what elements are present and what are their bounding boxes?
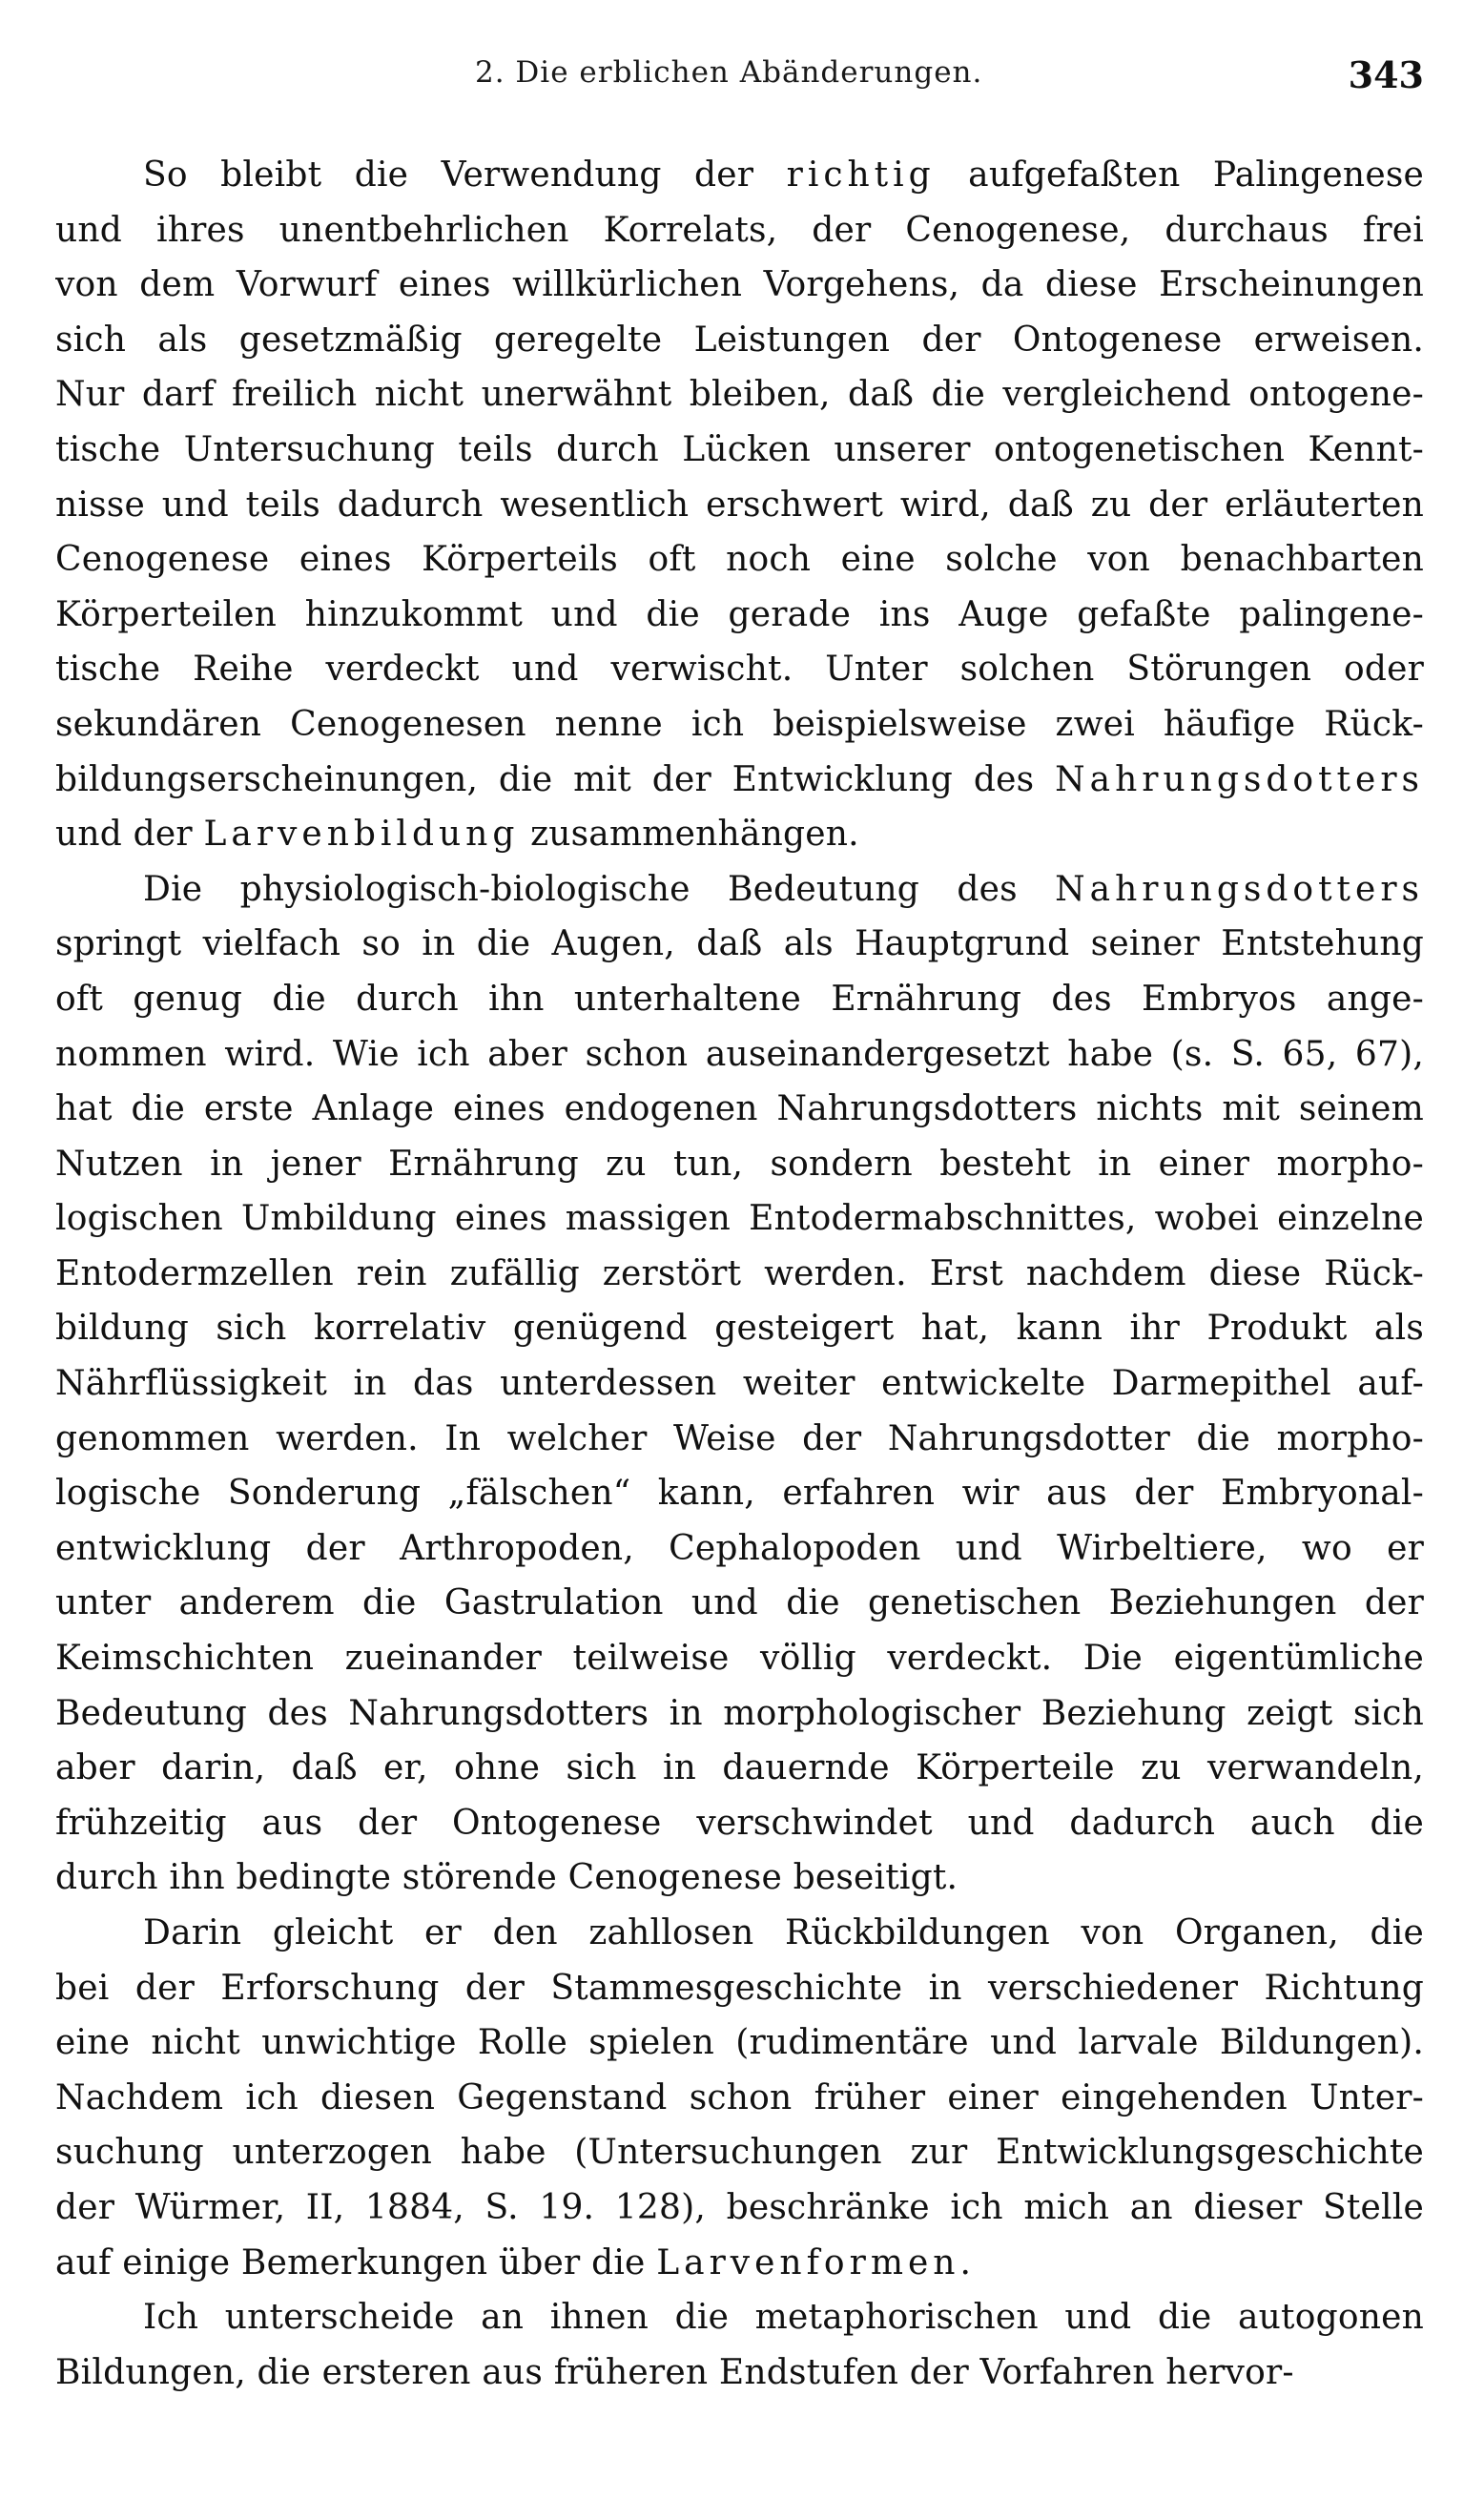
text-segment: aufgefaßten Palingenese (935, 155, 1424, 195)
text-line (55, 2236, 1424, 2291)
text-line (55, 2071, 1424, 2126)
paragraph (55, 148, 1424, 862)
text-line (55, 2125, 1424, 2180)
spaced-emphasis: Nahrungsdotters (1055, 869, 1424, 909)
text-segment: eine nicht unwichtige Rolle spielen (rudimentäre und larvale Bildungen). (55, 2023, 1424, 2063)
text-segment: bildungserscheinungen, die mit der Entwicklung des (55, 759, 1056, 799)
text-segment: Darin gleicht er den zahllosen Rückbildungen von Organen, die (143, 1913, 1424, 1952)
text-line (55, 148, 1424, 203)
text-segment: entwicklung der Arthropoden, Cephalopoden und Wirbeltiere, wo er (55, 1528, 1424, 1568)
text-segment: frühzeitig aus der Ontogenese verschwindet und dadurch auch die (55, 1803, 1424, 1843)
text-line (55, 1521, 1424, 1577)
text-segment: nisse und teils dadurch wesentlich erschwert wird, daß zu der erläuterten (55, 485, 1424, 525)
paragraph (55, 2290, 1424, 2400)
text-segment: logischen Umbildung eines massigen Entodermabschnittes, wobei einzelne (55, 1199, 1424, 1239)
text-line (55, 697, 1424, 753)
text-line (55, 642, 1424, 697)
text-line (55, 972, 1424, 1027)
text-line (55, 1412, 1424, 1467)
text-segment: genommen werden. In welcher Weise der Nahrungsdotter die morpho- (55, 1418, 1424, 1458)
text-segment: tische Reihe verdeckt und verwischt. Unter solchen Störungen oder (55, 650, 1424, 690)
text-line (55, 478, 1424, 533)
text-line (55, 1796, 1424, 1851)
text-segment: bei der Erforschung der Stammesgeschichte in verschiedener Richtung (55, 1968, 1424, 2008)
text-segment: Nutzen in jener Ernährung zu tun, sondern besteht in einer morpho- (55, 1144, 1424, 1184)
text-segment: Cenogenese eines Körperteils oft noch eine solche von benachbarten (55, 540, 1424, 580)
text-line (55, 2015, 1424, 2071)
paragraph (55, 1906, 1424, 2290)
text-segment: von dem Vorwurf eines willkürlichen Vorgehens, da diese Erscheinungen (55, 265, 1424, 305)
text-line (55, 753, 1424, 808)
text-segment: unter anderem die Gastrulation und die genetischen Beziehungen der (55, 1583, 1424, 1623)
text-segment: und ihres unentbehrlichen Korrelats, der Cenogenese, durchaus frei (55, 210, 1424, 250)
text-segment: springt vielfach so in die Augen, daß als Hauptgrund seiner Entstehung (55, 924, 1424, 964)
text-line (55, 1961, 1424, 2016)
text-line (55, 203, 1424, 258)
text-line (55, 1576, 1424, 1631)
text-line (55, 258, 1424, 313)
text-line (55, 2290, 1424, 2345)
text-line (55, 917, 1424, 972)
text-segment: Keimschichten zueinander teilweise völlig verdeckt. Die eigentümliche (55, 1639, 1424, 1679)
spaced-emphasis: Larvenbildung (203, 815, 520, 855)
text-line (55, 2345, 1424, 2401)
text-segment: So bleibt die Verwendung der (143, 155, 787, 195)
body-text (55, 148, 1424, 2400)
text-segment: Nährflüssigkeit in das unterdessen weiter entwickelte Darmepithel auf- (55, 1364, 1424, 1404)
text-line (55, 423, 1424, 478)
text-segment: Ich unterscheide an ihnen die metaphorischen und die autogonen (143, 2298, 1424, 2338)
text-line (55, 2180, 1424, 2236)
spaced-emphasis: Nahrungsdotters (1055, 759, 1424, 799)
text-line (55, 1906, 1424, 1961)
text-segment: suchung unterzogen habe (Untersuchungen zur Entwicklungsgeschichte (55, 2133, 1424, 2173)
text-line (55, 1466, 1424, 1521)
text-line (55, 862, 1424, 918)
text-segment: sekundären Cenogenesen nenne ich beispielsweise zwei häufige Rück- (55, 704, 1424, 744)
paragraph (55, 862, 1424, 1906)
text-segment: aber darin, daß er, ohne sich in dauernde Körperteile zu verwandeln, (55, 1748, 1424, 1788)
text-segment: sich als gesetzmäßig geregelte Leistungen der Ontogenese erweisen. (55, 320, 1424, 360)
text-line (55, 313, 1424, 368)
text-segment: hat die erste Anlage eines endogenen Nahrungsdotters nichts mit seinem (55, 1089, 1424, 1129)
page-number: 343 (1348, 53, 1424, 96)
text-line (55, 1191, 1424, 1247)
running-head (55, 55, 1424, 113)
text-segment: Nur darf freilich nicht unerwähnt bleiben, daß die vergleichend ontogene- (55, 375, 1424, 415)
text-segment: tische Untersuchung teils durch Lücken unserer ontogenetischen Kennt- (55, 429, 1424, 469)
text-segment: durch ihn bedingte störende Cenogenese beseitigt. (55, 1858, 958, 1898)
text-segment: auf einige Bemerkungen über die (55, 2242, 657, 2282)
text-segment: bildung sich korrelativ genügend gesteigert hat, kann ihr Produkt als (55, 1309, 1424, 1349)
text-segment: zusammenhängen. (519, 815, 859, 855)
spaced-emphasis: richtig (786, 155, 936, 195)
text-segment: logische Sonderung „fälschen“ kann, erfahren wir aus der Embryonal- (55, 1474, 1424, 1514)
text-line (55, 1137, 1424, 1192)
text-segment: Entodermzellen rein zufällig zerstört werden. Erst nachdem diese Rück- (55, 1253, 1424, 1293)
text-segment: Nachdem ich diesen Gegenstand schon früher einer eingehenden Unter- (55, 2077, 1424, 2117)
text-line (55, 1356, 1424, 1412)
text-line (55, 588, 1424, 643)
text-line (55, 1027, 1424, 1083)
text-line (55, 1741, 1424, 1796)
text-line (55, 367, 1424, 423)
running-title: 2. Die erblichen Abänderungen. (475, 55, 983, 90)
text-line (55, 1301, 1424, 1356)
text-segment: Bedeutung des Nahrungsdotters in morphologischer Beziehung zeigt sich (55, 1693, 1424, 1733)
text-line (55, 1082, 1424, 1137)
text-line (55, 1686, 1424, 1742)
spaced-emphasis: Larvenformen (656, 2242, 960, 2282)
text-segment: der Würmer, II, 1884, S. 19. 128), beschränke ich mich an dieser Stelle (55, 2187, 1424, 2227)
text-segment: Körperteilen hinzukommt und die gerade ins Auge gefaßte palingene- (55, 594, 1424, 634)
text-line (55, 532, 1424, 588)
text-line (55, 1631, 1424, 1686)
text-segment: oft genug die durch ihn unterhaltene Ernährung des Embryos ange- (55, 979, 1424, 1019)
text-segment: nommen wird. Wie ich aber schon auseinandergesetzt habe (s. S. 65, 67), (55, 1034, 1424, 1074)
text-segment: und der (55, 815, 204, 855)
text-segment: Bildungen, die ersteren aus früheren Endstufen der Vorfahren hervor- (55, 2352, 1294, 2392)
text-segment: . (959, 2242, 972, 2282)
text-line (55, 1850, 1424, 1906)
text-segment: Die physiologisch-biologische Bedeutung des (143, 869, 1056, 909)
text-line (55, 1247, 1424, 1302)
text-line (55, 807, 1424, 862)
